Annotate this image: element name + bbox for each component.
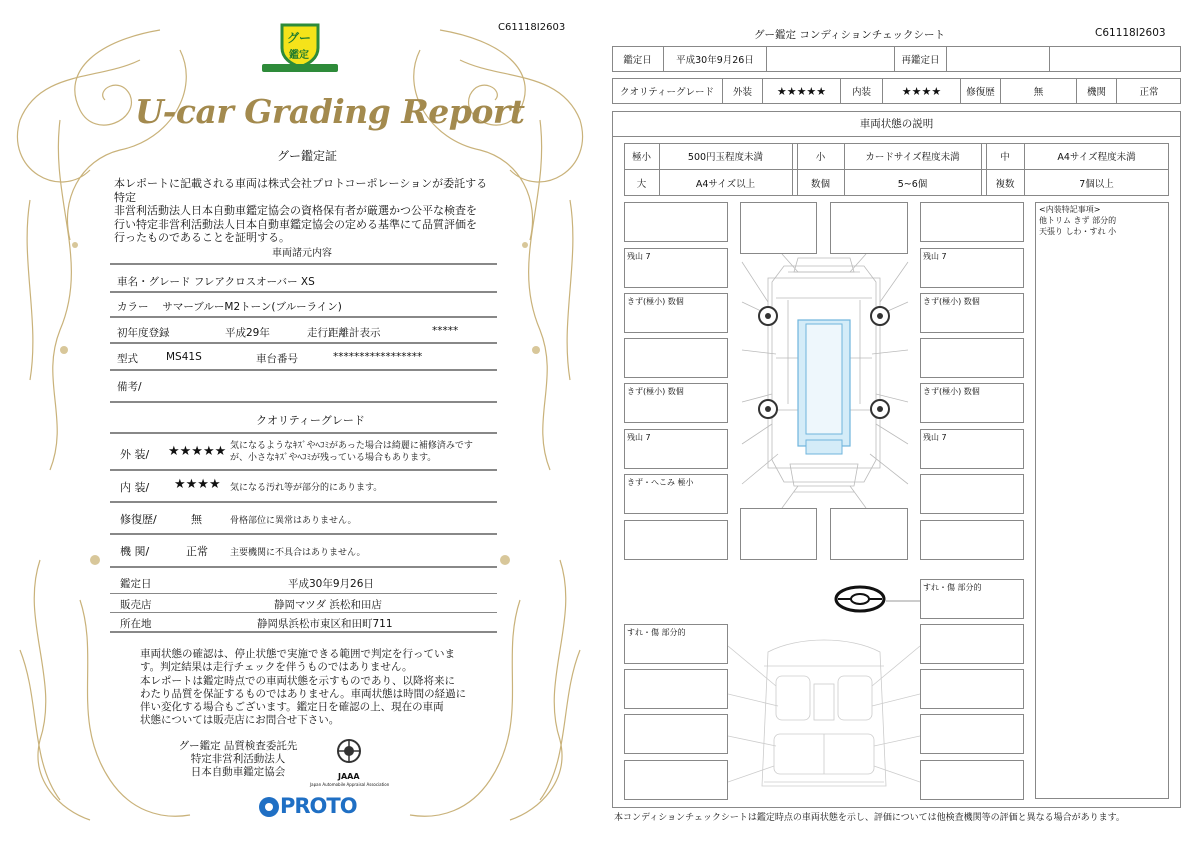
legend-value: 7個以上: [1079, 178, 1114, 190]
model-value: MS41S: [166, 351, 202, 363]
sheet-code: C61118I2603: [1095, 27, 1166, 39]
notice-text: 車両状態の確認は、停止状態で実施できる範囲で判定を行っていま す。判定結果は走行チェックを伴うものではありません。 本レポートは鑑定時点での車両状態を示すものであり、以降将来に わたり品質を保証するものではありません。車両状態は時間の経過に 伴い変化する場合もございます。鑑定日を確認の上、現在の車両 状態については販売店にお問合せ下さい。: [140, 648, 467, 727]
divider: [110, 533, 497, 535]
address-value: 静岡県浜松市東区和田町711: [257, 618, 393, 630]
interior-label: 内 装/: [120, 481, 150, 494]
condition-box: [830, 202, 908, 254]
condition-box: [920, 669, 1024, 709]
first-reg-label: 初年度登録: [117, 327, 170, 339]
wheel-connector-line: [886, 596, 922, 606]
divider: [110, 401, 497, 403]
condition-box: [920, 202, 1024, 242]
first-reg-value: 平成29年: [225, 327, 270, 339]
condition-box: 残山 7: [624, 429, 728, 469]
condition-box: [920, 474, 1024, 514]
interior-notes-box: [1035, 202, 1169, 799]
engine-label: 機関: [1077, 78, 1117, 104]
condition-box: すれ・傷 部分的: [624, 624, 728, 664]
repair-value: 無: [191, 513, 202, 526]
redate-value: [947, 46, 1050, 72]
condition-box: きず(極小) 数個: [920, 293, 1024, 333]
certificate-title: グー鑑定証: [277, 149, 338, 163]
appraisal-date-label: 鑑定日: [120, 578, 152, 590]
sheet-title: グー鑑定 コンディションチェックシート: [754, 29, 945, 41]
interior-seats-diagram: [728, 636, 920, 806]
condition-box: [624, 714, 728, 754]
exterior-stars: ★★★★★: [168, 444, 227, 459]
condition-box: [920, 338, 1024, 378]
repair-label: 修復歴: [961, 78, 1001, 104]
intro-text: 本レポートに記載される車両は株式会社プロトコーポレーションが委託する特定 非営利活動法人日本自動車鑑定協会の資格保有者が厳選かつ公平な検査を 行い特定非営利活動法人日本自動車鑑定協会の定める基準にて品質評価を 行ったものであることを証明する。: [114, 177, 488, 244]
date-empty: [767, 46, 895, 72]
condition-box: 残山 7: [920, 248, 1024, 288]
badge-ribbon: [262, 64, 338, 72]
divider: [110, 316, 497, 318]
divider: [110, 342, 497, 344]
interior-notes: [1039, 204, 1116, 237]
badge-top-text: グー: [287, 31, 312, 45]
notes-line: 他トリム きず 部分的: [1039, 216, 1117, 225]
condition-box: きず(極小) 数個: [624, 383, 728, 423]
legend-key: 小: [815, 152, 826, 163]
notes-title: <内装特記事項>: [1039, 205, 1101, 214]
condition-box: きず(極小) 数個: [920, 383, 1024, 423]
divider: [110, 432, 497, 434]
condition-box: きず・へこみ 極小: [624, 474, 728, 514]
condition-box: すれ・傷 部分的: [920, 579, 1024, 619]
condition-box: きず(極小) 数個: [624, 293, 728, 333]
condition-box: [624, 520, 728, 560]
condition-box: [920, 624, 1024, 664]
legend-key: 複数: [995, 178, 1015, 190]
address-label: 所在地: [120, 618, 152, 630]
repair-label: 修復歴/: [120, 513, 157, 526]
legend-value: 5~6個: [897, 178, 928, 190]
divider: [110, 612, 497, 613]
model-label: 型式: [117, 353, 138, 365]
exterior-label: 外 装/: [120, 448, 150, 461]
chassis-label: 車台番号: [256, 353, 298, 365]
qg-label: クオリティーグレード: [612, 78, 723, 104]
notes-line: 天張り しわ・すれ 小: [1039, 227, 1117, 236]
divider: [110, 291, 497, 293]
interior-desc: 気になる汚れ等が部分的にあります。: [230, 483, 383, 493]
condition-box: [624, 202, 728, 242]
legend-key: 極小: [631, 152, 651, 163]
divider: [110, 566, 497, 568]
divider: [110, 469, 497, 471]
legend-value: 500円玉程度未満: [687, 152, 764, 163]
int-label: 内装: [841, 78, 883, 104]
condition-box: [920, 714, 1024, 754]
proto-text: PROTO: [280, 794, 357, 818]
int-stars: ★★★★: [883, 78, 961, 104]
condition-box: [740, 508, 817, 560]
dealer-label: 販売店: [120, 599, 152, 611]
jaaa-subtext: Japan Automobile Appraisal Association: [310, 782, 390, 787]
quality-title: クオリティーグレード: [256, 414, 365, 427]
engine-label: 機 関/: [120, 545, 150, 558]
engine-value: 正常: [186, 545, 208, 558]
engine-value: 正常: [1139, 87, 1159, 98]
mileage-value: *****: [432, 325, 459, 337]
condition-box: [624, 338, 728, 378]
condition-box: [920, 520, 1024, 560]
engine-desc: 主要機関に不具合はありません。: [230, 548, 366, 558]
legend-value: カードサイズ程度未満: [865, 152, 960, 163]
divider: [110, 593, 497, 594]
legend-value: A4サイズ以上: [695, 178, 756, 190]
badge-bottom-text: 鑑定: [289, 50, 309, 61]
interior-stars: ★★★★: [174, 477, 221, 492]
divider: [110, 369, 497, 371]
exterior-desc: 気になるようなｷｽﾞやﾍｺﾐがあった場合は綺麗に補修済みです が、小さなｷｽﾞやﾍｺﾐが残っている場合もあります。: [230, 441, 473, 463]
vehicle-name: 車名・グレード フレアクロスオーバー XS: [117, 276, 315, 288]
state-title: 車両状態の説明: [612, 111, 1181, 137]
divider: [110, 501, 497, 503]
legend-key: 中: [1000, 152, 1010, 163]
dealer-value: 静岡マツダ 浜松和田店: [274, 599, 382, 611]
divider: [110, 263, 497, 265]
condition-box: [920, 760, 1024, 800]
condition-box: [624, 669, 728, 709]
report-title: U-car Grading Report: [135, 92, 525, 131]
remarks-label: 備考/: [117, 381, 142, 393]
car-body-diagram: [728, 254, 920, 508]
ext-label: 外装: [723, 78, 763, 104]
jaaa-logo: [310, 736, 390, 792]
repair-value: 無: [1001, 78, 1077, 104]
condition-box: [624, 760, 728, 800]
steering-wheel-icon: [834, 584, 886, 614]
goo-badge-logo: [279, 22, 321, 68]
divider: [110, 631, 497, 633]
legend-key: 大: [636, 178, 647, 190]
condition-box: [830, 508, 908, 560]
report-code: C61118I2603: [498, 22, 566, 33]
condition-box: [740, 202, 817, 254]
condition-box: 残山 7: [624, 248, 728, 288]
repair-desc: 骨格部位に異常はありません。: [230, 516, 357, 526]
chassis-value: *****************: [333, 351, 423, 363]
condition-box: 残山 7: [920, 429, 1024, 469]
date-label: 鑑定日: [612, 46, 664, 72]
date-value: 平成30年9月26日: [664, 46, 767, 72]
legend-value: A4サイズ程度未満: [1057, 152, 1136, 163]
mileage-label: 走行距離計表示: [307, 327, 381, 339]
vehicle-color: カラー サマーブルーM2トーン(ブルーライン): [117, 301, 342, 313]
appraisal-date-value: 平成30年9月26日: [288, 578, 374, 590]
condition-check-sheet: [600, 0, 1200, 848]
spec-title: 車両諸元内容: [272, 248, 332, 259]
jaaa-text: JAAA: [338, 772, 360, 781]
redate-label: 再鑑定日: [895, 46, 947, 72]
footer-association: グー鑑定 品質検査委託先 特定非営利活動法人 日本自動車鑑定協会: [178, 740, 298, 778]
ext-stars: ★★★★★: [763, 78, 841, 104]
legend-key: 数個: [810, 178, 830, 190]
footnote: 本コンディションチェックシートは鑑定時点の車両状態を示し、評価については他検査機関等の評価と異なる場合があります。: [614, 813, 1125, 823]
